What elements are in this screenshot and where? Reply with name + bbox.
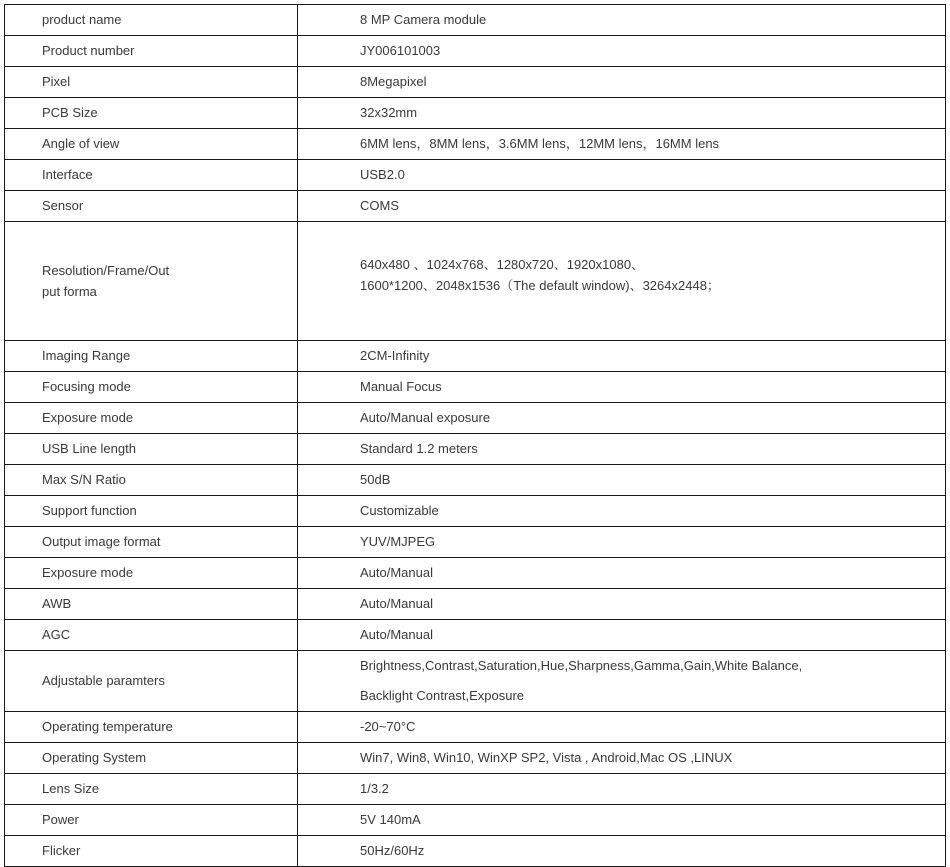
table-row (5, 403, 946, 434)
row-value: COMS (298, 191, 946, 222)
row-value: 50dB (298, 465, 946, 496)
table-row (5, 558, 946, 589)
row-value-line: Backlight Contrast,Exposure (360, 688, 525, 703)
row-label: Flicker (5, 836, 298, 867)
row-label: Output image format (5, 527, 298, 558)
row-value: 2CM-Infinity (298, 341, 946, 372)
row-value: 5V 140mA (298, 805, 946, 836)
row-value: Win7, Win8, Win10, WinXP SP2, Vista , Android,Mac OS ,LINUX (298, 743, 946, 774)
table-row (5, 36, 946, 67)
table-row (5, 712, 946, 743)
row-label (5, 222, 298, 341)
table-row (5, 160, 946, 191)
row-label: Operating System (5, 743, 298, 774)
row-value: Auto/Manual (298, 589, 946, 620)
row-value (298, 222, 946, 341)
table-row (5, 589, 946, 620)
row-label: Max S/N Ratio (5, 465, 298, 496)
table-row (5, 836, 946, 867)
table-row (5, 527, 946, 558)
row-label: Interface (5, 160, 298, 191)
row-label-line: Resolution/Frame/Out (42, 263, 170, 278)
row-label: product name (5, 5, 298, 36)
row-value-line: 1600*1200、2048x1536（The default window)、3264x2448； (360, 278, 720, 293)
table-row (5, 129, 946, 160)
row-value: 8 MP Camera module (298, 5, 946, 36)
row-value (298, 651, 946, 712)
row-value-line: Brightness,Contrast,Saturation,Hue,Sharpness,Gamma,Gain,White Balance, (360, 658, 803, 673)
table-row (5, 774, 946, 805)
row-label: Exposure mode (5, 403, 298, 434)
table-row (5, 5, 946, 36)
table-row (5, 191, 946, 222)
row-label: PCB Size (5, 98, 298, 129)
row-value: 8Megapixel (298, 67, 946, 98)
table-row (5, 372, 946, 403)
row-label: Operating temperature (5, 712, 298, 743)
row-value: JY006101003 (298, 36, 946, 67)
row-label: Sensor (5, 191, 298, 222)
row-value: 1/3.2 (298, 774, 946, 805)
row-value: Auto/Manual exposure (298, 403, 946, 434)
row-value: Standard 1.2 meters (298, 434, 946, 465)
row-label-line: put forma (42, 284, 97, 299)
table-row (5, 67, 946, 98)
row-label: Pixel (5, 67, 298, 98)
row-label: AGC (5, 620, 298, 651)
row-value: USB2.0 (298, 160, 946, 191)
table-row (5, 434, 946, 465)
row-label: Exposure mode (5, 558, 298, 589)
row-label: Imaging Range (5, 341, 298, 372)
row-label: Lens Size (5, 774, 298, 805)
row-value: Auto/Manual (298, 558, 946, 589)
row-value: Auto/Manual (298, 620, 946, 651)
row-value: Customizable (298, 496, 946, 527)
row-label: Angle of view (5, 129, 298, 160)
row-label: Adjustable paramters (5, 651, 298, 712)
table-row (5, 98, 946, 129)
spec-table (4, 4, 946, 867)
table-row (5, 620, 946, 651)
row-value: Manual Focus (298, 372, 946, 403)
row-value: -20~70°C (298, 712, 946, 743)
table-row (5, 465, 946, 496)
table-row (5, 496, 946, 527)
table-row (5, 222, 946, 341)
row-label: Focusing mode (5, 372, 298, 403)
table-row (5, 805, 946, 836)
row-label: AWB (5, 589, 298, 620)
row-value: 6MM lens，8MM lens，3.6MM lens，12MM lens，16MM lens (298, 129, 946, 160)
table-row (5, 651, 946, 712)
row-label: Support function (5, 496, 298, 527)
row-value: 50Hz/60Hz (298, 836, 946, 867)
row-value: 32x32mm (298, 98, 946, 129)
row-label: Product number (5, 36, 298, 67)
row-value: YUV/MJPEG (298, 527, 946, 558)
row-label: Power (5, 805, 298, 836)
table-row (5, 743, 946, 774)
table-row (5, 341, 946, 372)
row-label: USB Line length (5, 434, 298, 465)
row-value-line: 640x480 、1024x768、1280x720、1920x1080、 (360, 257, 645, 272)
